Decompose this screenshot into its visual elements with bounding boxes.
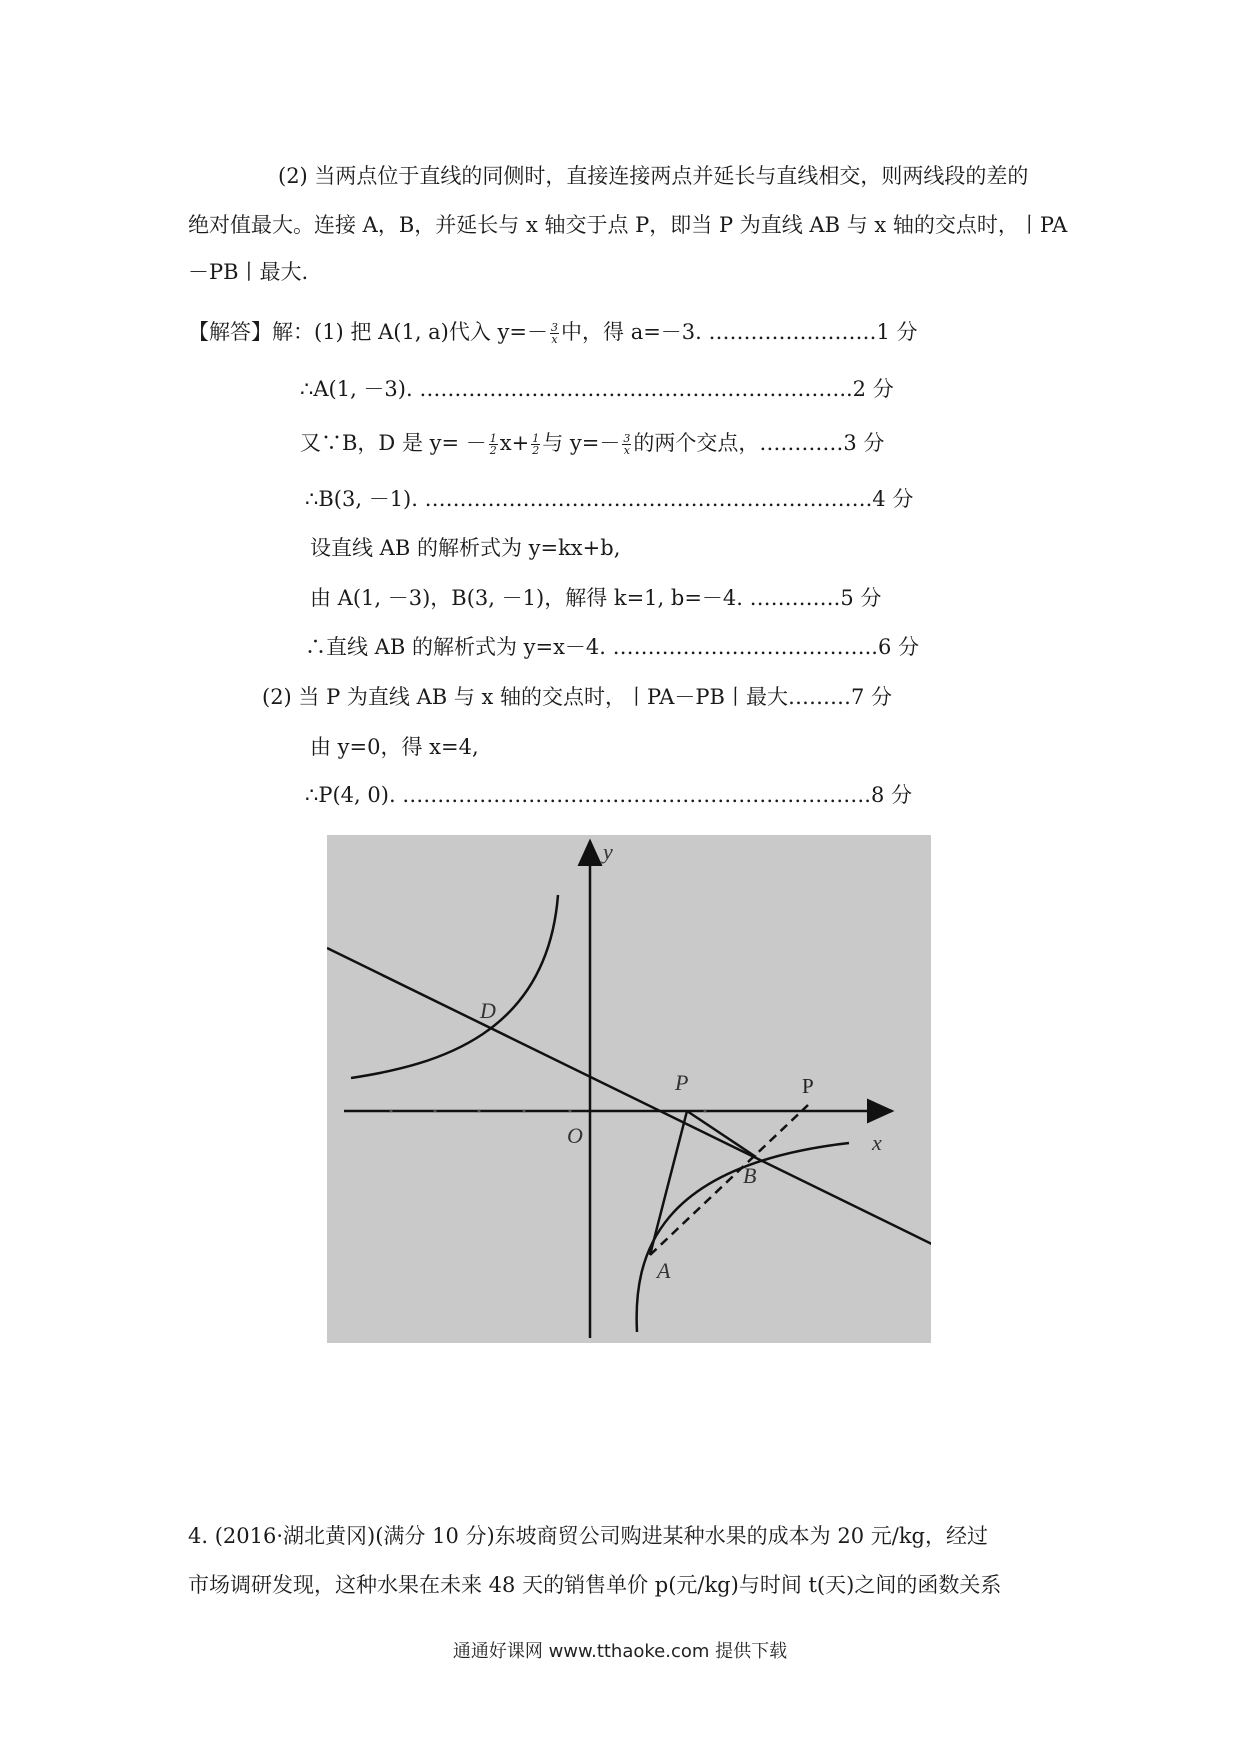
- label-d: D: [480, 998, 496, 1023]
- solution-step-5: 设直线 AB 的解析式为 y=kx+b,: [310, 536, 621, 560]
- problem-4-line-2: 市场调研发现，这种水果在未来 48 天的销售单价 p(元/kg)与时间 t(天)之间的函数关系: [188, 1573, 1002, 1597]
- fraction-denominator: 2: [489, 444, 497, 457]
- solution-step-10: ∴P(4, 0). ………………………………………………………….8 分: [305, 783, 913, 807]
- line-ab: [327, 948, 931, 1248]
- label-p-dashed: P: [802, 1074, 814, 1098]
- label-b: B: [743, 1163, 757, 1188]
- fraction-denominator: x: [623, 444, 630, 457]
- fraction-3-over-x-b: [622, 433, 631, 456]
- fraction-denominator: x: [551, 333, 558, 346]
- solution-step-3-mid2: 与 y=－: [542, 431, 621, 455]
- solution-step-3-post: 的两个交点，…………3 分: [633, 431, 885, 455]
- fraction-1-over-2-b: [531, 433, 540, 456]
- solution-step-3: [300, 429, 884, 457]
- fraction-numerator: 1: [532, 432, 540, 445]
- segment-pb: [687, 1111, 756, 1157]
- fraction-numerator: 1: [489, 432, 497, 445]
- fraction-numerator: 3: [551, 321, 559, 334]
- analysis-line-3: －PB丨最大.: [188, 260, 309, 284]
- label-p-solid: P: [675, 1070, 689, 1095]
- solution-step-1-post: 中，得 a=－3. ……………………1 分: [561, 320, 918, 344]
- coordinate-figure: [327, 835, 931, 1343]
- solution-step-1-pre: 【解答】解：(1) 把 A(1, a)代入 y=－: [188, 320, 549, 344]
- solution-step-7: ∴直线 AB 的解析式为 y=x－4. ………………………………..6 分: [305, 635, 920, 659]
- solution-step-9: 由 y=0，得 x=4,: [310, 735, 479, 759]
- analysis-line-2: 绝对值最大。连接 A，B，并延长与 x 轴交于点 P，即当 P 为直线 AB 与 x 轴的交点时，丨PA: [188, 213, 1068, 237]
- dashed-line-ap: [650, 1105, 808, 1255]
- solution-step-2: ∴A(1, －3). ……………………………………………………..2 分: [300, 377, 894, 401]
- page-footer: 通通好课网 www.tthaoke.com 提供下载: [452, 1641, 788, 1662]
- fraction-1-over-2-a: [489, 433, 498, 456]
- label-o: O: [567, 1123, 583, 1148]
- label-y: y: [603, 839, 613, 864]
- solution-step-3-pre: 又∵B，D 是 y= －: [300, 431, 487, 455]
- problem-4-line-1: 4. (2016·湖北黄冈)(满分 10 分)东坡商贸公司购进某种水果的成本为 20 元/kg，经过: [188, 1524, 988, 1548]
- fraction-3-over-x: [550, 322, 559, 345]
- analysis-line-1: (2) 当两点位于直线的同侧时，直接连接两点并延长与直线相交，则两线段的差的: [278, 164, 1029, 188]
- solution-step-8: (2) 当 P 为直线 AB 与 x 轴的交点时，丨PA－PB丨最大………7 分: [262, 685, 893, 709]
- solution-step-1: [188, 318, 918, 346]
- solution-step-4: ∴B(3, －1). ……………………………………………………….4 分: [305, 487, 914, 511]
- label-x: x: [872, 1130, 882, 1155]
- coordinate-figure-svg: [327, 835, 931, 1343]
- fraction-numerator: 3: [623, 432, 631, 445]
- segment-pa: [650, 1111, 687, 1255]
- solution-step-3-mid1: x+: [499, 431, 530, 455]
- label-a: A: [657, 1258, 671, 1283]
- solution-step-6: 由 A(1, －3)，B(3, －1)，解得 k=1, b=－4. ………….5 分: [310, 586, 882, 610]
- hyperbola-upper-left: [351, 895, 558, 1078]
- fraction-denominator: 2: [532, 444, 540, 457]
